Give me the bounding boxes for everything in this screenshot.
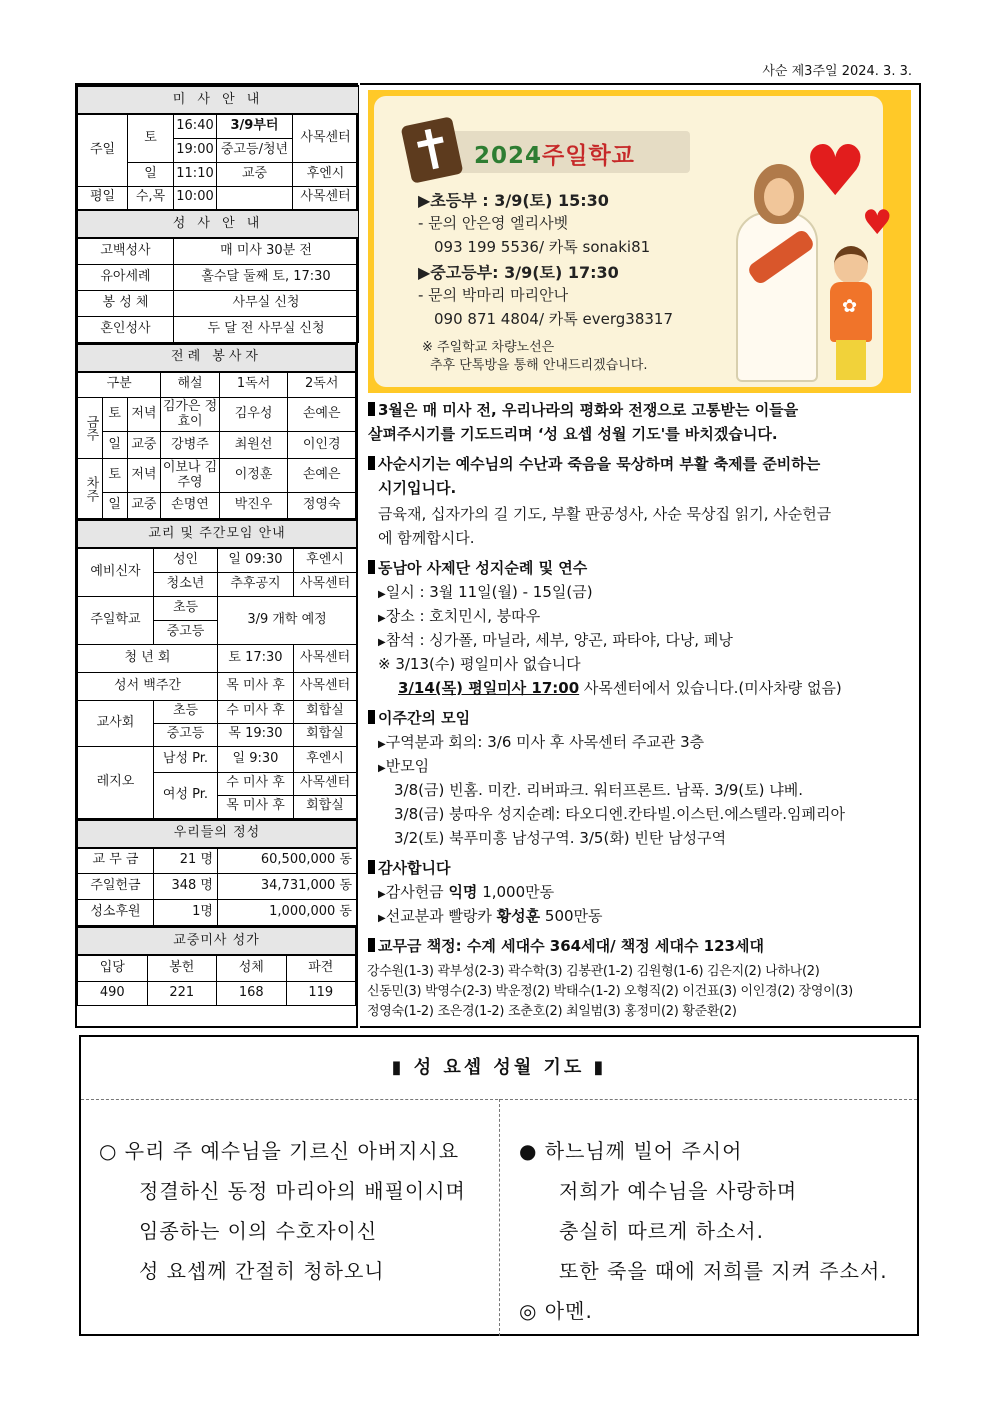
prayer-line: 또한 죽을 때에 저희를 지켜 주소서. bbox=[559, 1259, 888, 1283]
triangle-icon: ▶ bbox=[378, 589, 386, 600]
prayer-box bbox=[79, 1035, 919, 1336]
bible-icon bbox=[401, 116, 464, 184]
pilgrimage-dates: ▶일시 : 3월 11일(월) - 15일(금) bbox=[378, 583, 593, 601]
bullet-icon: ▮ bbox=[391, 1057, 414, 1078]
bullet-icon bbox=[368, 456, 375, 470]
hymns-section-title: 교중미사 성가 bbox=[78, 927, 356, 955]
pilgrimage-attendees: ▶참석 : 싱가폴, 마닐라, 세부, 양곤, 파타야, 다낭, 페낭 bbox=[378, 631, 733, 649]
offering-kind: 성소후원 bbox=[78, 900, 154, 926]
meeting-place: 후엔시 bbox=[294, 746, 357, 772]
meeting-time: 추후공지 bbox=[218, 572, 294, 596]
announcement-text: 시기입니다. bbox=[378, 479, 457, 497]
sunday-label: 주일 bbox=[78, 114, 128, 186]
sacrament-name: 봉 성 체 bbox=[78, 290, 174, 316]
next-week-label: 차주 bbox=[78, 459, 103, 519]
commentator: 강병주 bbox=[161, 432, 220, 459]
group-label: 청소년 bbox=[154, 572, 218, 596]
offering-count: 1명 bbox=[154, 900, 218, 926]
triangle-icon: ▶ bbox=[378, 637, 386, 648]
meeting-place: 사목센터 bbox=[294, 644, 357, 672]
mass-time: 10:00 bbox=[174, 186, 217, 210]
mass-time: 16:40 bbox=[174, 114, 217, 138]
reader-1: 최원선 bbox=[219, 432, 288, 459]
group-label: 초등 bbox=[154, 596, 218, 620]
reader-2: 정영숙 bbox=[288, 493, 356, 519]
meeting-time: 일 09:30 bbox=[218, 548, 294, 572]
middle-high-schedule: ▶중고등부: 3/9(토) 17:30 bbox=[418, 263, 619, 282]
announcement-heading: 3월은 매 미사 전, 우리나라의 평화와 전쟁으로 고통받는 이들을 bbox=[368, 399, 798, 420]
reader-2: 이인경 bbox=[288, 432, 356, 459]
prayer-line: 저희가 예수님을 사랑하며 bbox=[559, 1179, 798, 1203]
offering-section-title: 우리들의 정성 bbox=[78, 820, 357, 848]
hymn-number: 119 bbox=[286, 981, 356, 1005]
meeting-place: 회합실 bbox=[294, 795, 357, 818]
mass-place: 사목센터 bbox=[293, 186, 359, 210]
liturgy-mass: 저녁 bbox=[127, 459, 161, 493]
meeting-place: 회합실 bbox=[294, 723, 357, 746]
meeting-detail: 3/8(금) 붕따우 성지순례: 타오디엔.칸타빌.이스턴.에스텔라.임페리아 bbox=[394, 805, 846, 823]
announcement-heading: 이주간의 모임 bbox=[368, 707, 470, 728]
reader-2: 손예은 bbox=[288, 459, 356, 493]
bulletin-date: 사순 제3주일 2024. 3. 3. bbox=[762, 64, 912, 79]
meeting-detail: 3/8(금) 빈홈. 미칸. 리버파크. 워터프론트. 남푹. 3/9(토) 냐베. bbox=[394, 781, 803, 799]
heart-icon: ♥ bbox=[862, 203, 893, 243]
liturgy-day: 일 bbox=[102, 493, 127, 519]
saturday-label: 토 bbox=[128, 114, 174, 162]
donor-list: 정영숙(1-2) 조은경(1-2) 조춘호(2) 최일범(3) 홍정미(2) 황준환(2) bbox=[367, 1004, 737, 1019]
sacrament-name: 고백성사 bbox=[78, 238, 174, 264]
hymn-part: 파견 bbox=[286, 955, 356, 981]
group-label: 여성 Pr. bbox=[154, 772, 218, 818]
sacrament-info: 사무실 신청 bbox=[174, 290, 359, 316]
catechumen-label: 예비신자 bbox=[78, 548, 154, 596]
sunday-school-note: 3/9 개학 예정 bbox=[218, 596, 357, 644]
liturgy-day: 토 bbox=[102, 398, 127, 432]
sacrament-section-title: 성 사 안 내 bbox=[78, 210, 359, 238]
schedule-table bbox=[77, 85, 359, 343]
this-week-label: 금주 bbox=[78, 398, 103, 459]
heart-icon: ♥ bbox=[804, 130, 867, 212]
hymn-number: 168 bbox=[217, 981, 287, 1005]
bullet-icon bbox=[368, 860, 375, 874]
hymn-part: 봉헌 bbox=[147, 955, 217, 981]
liturgy-header: 해설 bbox=[161, 372, 220, 398]
offering-count: 21 명 bbox=[154, 848, 218, 874]
triangle-icon: ▶ bbox=[378, 613, 386, 624]
sacrament-name: 혼인성사 bbox=[78, 316, 174, 342]
liturgy-mass: 저녁 bbox=[127, 398, 161, 432]
prayer-line: ● 하느님께 빌어 주시어 bbox=[519, 1139, 743, 1163]
sacrament-info: 두 달 전 사무실 신청 bbox=[174, 316, 359, 342]
meeting-time: 토 17:30 bbox=[218, 644, 294, 672]
mass-place: 사목센터 bbox=[293, 114, 359, 162]
prayer-line: ○ 우리 주 예수님을 기르신 아버지시요 bbox=[99, 1139, 460, 1163]
donor-list: 신동민(3) 박영수(2-3) 박운정(2) 박태수(1-2) 오형직(2) 이건표(3) 이인경(2) 장영이(3) bbox=[367, 984, 853, 999]
bus-note: ※ 주일학교 차량노선은 bbox=[422, 340, 555, 355]
liturgy-section-title: 전례 봉사자 bbox=[78, 344, 356, 372]
prayer-line: 충실히 따르게 하소서. bbox=[559, 1219, 764, 1243]
group-label: 성인 bbox=[154, 548, 218, 572]
thanks-item: ▶감사헌금 익명 1,000만동 bbox=[378, 883, 555, 901]
schedule-column bbox=[75, 83, 358, 1028]
commentator: 이보나 김주영 bbox=[161, 459, 220, 493]
announcement-heading: 동남아 사제단 성지순례 및 연수 bbox=[368, 557, 587, 578]
triangle-icon: ▶ bbox=[378, 763, 386, 774]
meeting-time: 목 미사 후 bbox=[218, 672, 294, 700]
sunday-school-label: 주일학교 bbox=[78, 596, 154, 644]
meeting-place: 사목센터 bbox=[294, 672, 357, 700]
sacrament-name: 유아세례 bbox=[78, 264, 174, 290]
offering-kind: 주일헌금 bbox=[78, 874, 154, 900]
liturgy-mass: 교중 bbox=[127, 432, 161, 459]
sunday-school-banner bbox=[368, 90, 911, 393]
prayer-line: 정결하신 동정 마리아의 배필이시며 bbox=[139, 1179, 466, 1203]
meetings-table bbox=[77, 519, 357, 819]
hymn-part: 입당 bbox=[78, 955, 148, 981]
offering-count: 348 명 bbox=[154, 874, 218, 900]
group-label: 초등 bbox=[154, 700, 218, 723]
mass-note: 3/9부터 bbox=[217, 114, 293, 138]
hymn-number: 490 bbox=[78, 981, 148, 1005]
news-column bbox=[360, 83, 921, 1028]
weekday-mass-change: 3/14(목) 평일미사 17:00 사목센터에서 있습니다.(미사차량 없음) bbox=[398, 679, 842, 697]
group-label: 중고등 bbox=[154, 723, 218, 746]
meeting-time: 일 9:30 bbox=[218, 746, 294, 772]
meeting-place: 사목센터 bbox=[294, 572, 357, 596]
weekday-days: 수,목 bbox=[128, 186, 174, 210]
liturgy-day: 일 bbox=[102, 432, 127, 459]
meeting-time: 목 19:30 bbox=[218, 723, 294, 746]
prayer-amen: ◎ 아멘. bbox=[519, 1299, 593, 1323]
bullet-icon bbox=[368, 938, 375, 952]
young-adult-label: 청 년 회 bbox=[78, 644, 218, 672]
sunday-school-title: 2024주일학교 bbox=[474, 143, 635, 169]
donor-list: 강수원(1-3) 곽부성(2-3) 곽수학(3) 김봉관(1-2) 김원형(1-6) 김은지(2) 나하나(2) bbox=[367, 964, 820, 979]
weekday-label: 평일 bbox=[78, 186, 128, 210]
announcement-heading: 교무금 책정: 수계 세대수 364세대/ 책정 세대수 123세대 bbox=[368, 935, 764, 956]
meeting-place: 회합실 bbox=[294, 700, 357, 723]
pilgrimage-place: ▶장소 : 호치민시, 붕따우 bbox=[378, 607, 541, 625]
meeting-time: 수 미사 후 bbox=[218, 772, 294, 795]
mass-section-title: 미 사 안 내 bbox=[78, 86, 359, 114]
meetings-section-title: 교리 및 주간모임 안내 bbox=[78, 520, 357, 548]
meeting-item: ▶구역분과 회의: 3/6 미사 후 사목센터 주교관 3층 bbox=[378, 733, 705, 751]
mass-note: 교중 bbox=[217, 162, 293, 186]
announcement-heading: 사순시기는 예수님의 수난과 죽음을 묵상하며 부활 축제를 준비하는 bbox=[368, 453, 820, 474]
meeting-place: 사목센터 bbox=[294, 772, 357, 795]
child-illustration bbox=[834, 246, 868, 284]
announcement-text: 에 함께합시다. bbox=[378, 529, 475, 547]
commentator: 손명연 bbox=[161, 493, 220, 519]
sacrament-info: 매 미사 30분 전 bbox=[174, 238, 359, 264]
weekday-mass-cancel: ※ 3/13(수) 평일미사 없습니다 bbox=[378, 655, 581, 673]
liturgy-day: 토 bbox=[102, 459, 127, 493]
prayer-title: ▮ 성 요셉 성월 기도 ▮ bbox=[391, 1057, 607, 1078]
reader-1: 이정훈 bbox=[219, 459, 288, 493]
hymns-table bbox=[77, 926, 356, 1006]
bullet-icon bbox=[368, 710, 375, 724]
offering-amount: 34,731,000 동 bbox=[218, 874, 357, 900]
reader-2: 손예은 bbox=[288, 398, 356, 432]
offering-kind: 교 무 금 bbox=[78, 848, 154, 874]
elementary-phone: 093 199 5536/ 카톡 sonaki81 bbox=[434, 238, 651, 256]
mass-time: 19:00 bbox=[174, 138, 217, 162]
reader-1: 박진우 bbox=[219, 493, 288, 519]
bullet-icon bbox=[368, 560, 375, 574]
liturgy-header: 1독서 bbox=[219, 372, 288, 398]
meeting-time: 수 미사 후 bbox=[218, 700, 294, 723]
legio-label: 레지오 bbox=[78, 746, 154, 818]
prayer-line: 성 요셉께 간절히 청하오니 bbox=[139, 1259, 385, 1283]
mass-note-empty bbox=[217, 186, 293, 210]
liturgy-header: 2독서 bbox=[288, 372, 356, 398]
bullet-icon bbox=[368, 402, 375, 416]
offering-amount: 60,500,000 동 bbox=[218, 848, 357, 874]
liturgy-header: 구분 bbox=[78, 372, 161, 398]
sunday-day-label: 일 bbox=[128, 162, 174, 186]
liturgy-mass: 교중 bbox=[127, 493, 161, 519]
reader-1: 김우성 bbox=[219, 398, 288, 432]
meeting-detail: 3/2(토) 북푸미흥 남성구역. 3/5(화) 빈탄 남성구역 bbox=[394, 829, 727, 847]
offering-amount: 1,000,000 동 bbox=[218, 900, 357, 926]
mass-place: 후엔시 bbox=[293, 162, 359, 186]
middle-high-contact: - 문의 박마리 마리안나 bbox=[418, 286, 569, 304]
bullet-icon: ▮ bbox=[584, 1057, 607, 1078]
group-label: 남성 Pr. bbox=[154, 746, 218, 772]
thanks-item: ▶선교분과 빨랑카 황성훈 500만동 bbox=[378, 907, 603, 925]
meeting-place: 후엔시 bbox=[294, 548, 357, 572]
meeting-time: 목 미사 후 bbox=[218, 795, 294, 818]
hymn-part: 성체 bbox=[217, 955, 287, 981]
group-label: 중고등 bbox=[154, 620, 218, 644]
flower-icon: ✿ bbox=[842, 296, 858, 317]
triangle-icon: ▶ bbox=[378, 739, 386, 750]
prayer-line: 임종하는 이의 수호자이신 bbox=[139, 1219, 378, 1243]
bus-note: 추후 단톡방을 통해 안내드리겠습니다. bbox=[430, 358, 648, 373]
hymn-number: 221 bbox=[147, 981, 217, 1005]
sacrament-info: 홀수달 둘째 토, 17:30 bbox=[174, 264, 359, 290]
triangle-icon: ▶ bbox=[378, 913, 386, 924]
middle-high-phone: 090 871 4804/ 카톡 everg38317 bbox=[434, 310, 674, 328]
teachers-label: 교사회 bbox=[78, 700, 154, 746]
mass-time: 11:10 bbox=[174, 162, 217, 186]
triangle-icon: ▶ bbox=[378, 889, 386, 900]
announcement-heading: 감사합니다 bbox=[368, 857, 450, 878]
commentator: 김가은 정효이 bbox=[161, 398, 220, 432]
announcement-text: 살펴주시기를 기도드리며 ‘성 요셉 성월 기도'를 바치겠습니다. bbox=[368, 425, 778, 443]
bible-study-label: 성서 백주간 bbox=[78, 672, 218, 700]
offering-table bbox=[77, 819, 357, 927]
mass-note: 중고등/청년 bbox=[217, 138, 293, 162]
liturgy-table bbox=[77, 343, 356, 520]
meeting-item: ▶반모임 bbox=[378, 757, 430, 775]
elementary-contact: - 문의 안은영 엘리사벳 bbox=[418, 214, 569, 232]
elementary-schedule: ▶초등부 : 3/9(토) 15:30 bbox=[418, 191, 609, 210]
announcement-text: 금육재, 십자가의 길 기도, 부활 판공성사, 사순 묵상집 읽기, 사순헌금 bbox=[378, 505, 832, 523]
